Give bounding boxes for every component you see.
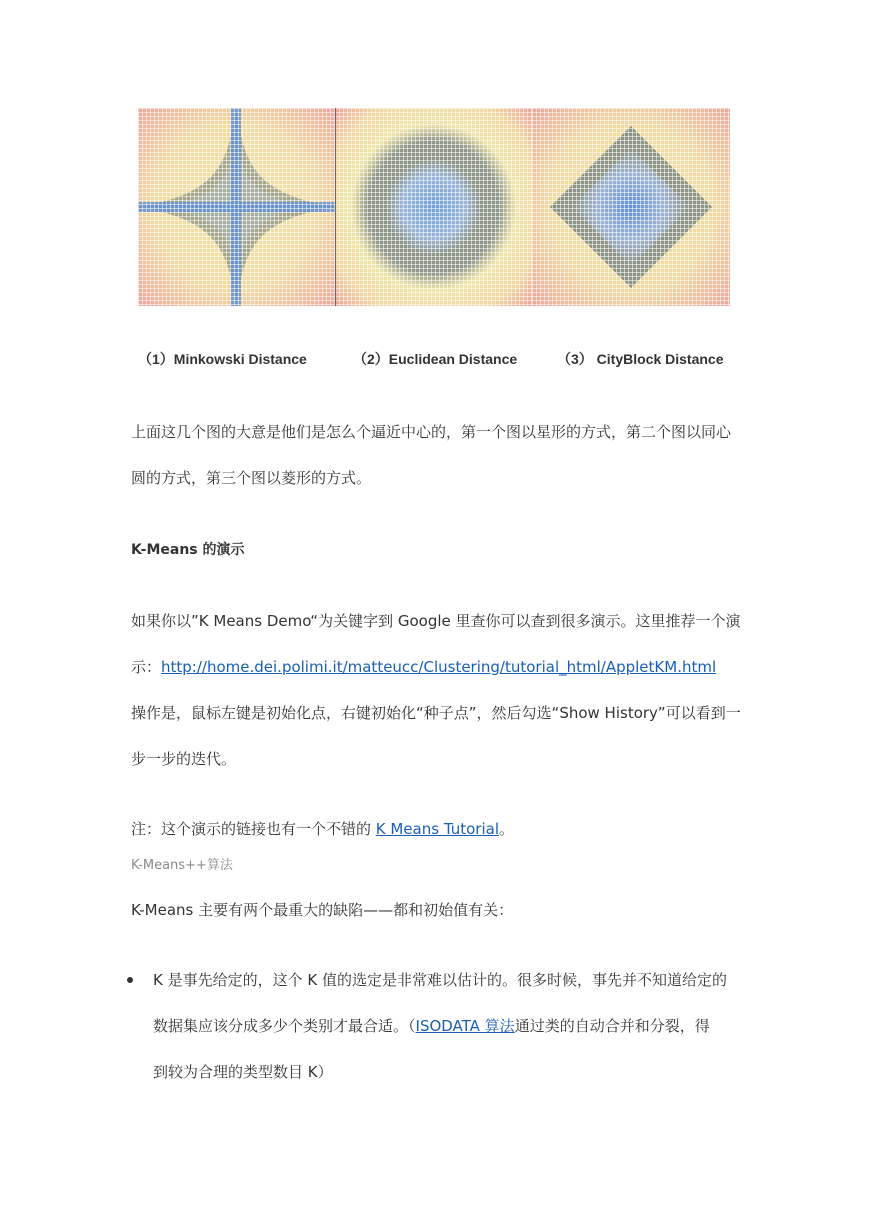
minkowski-distance-image [138,108,335,306]
demo-line-4: 步一步的迭代。 [131,750,237,768]
applet-demo-link[interactable]: http://home.dei.polimi.it/matteucc/Clustering/tutorial_html/AppletKM.html [161,658,717,676]
bullet-line-3: 到较为合理的类型数目 K） [153,1063,333,1081]
bullet-line-2 [153,1015,710,1036]
caption-minkowski: （1）Minkowski Distance [138,351,307,367]
kmeans-tutorial-link[interactable]: K Means Tutorial [375,820,499,838]
bullet-line-2-prefix: 数据集应该分成多少个类别才最合适。（ [153,1017,416,1035]
note-suffix: 。 [498,820,514,838]
note-line [131,818,514,839]
demo-line-3: 操作是，鼠标左键是初始化点，右键初始化“种子点”，然后勾选“Show History”可以看到一 [131,704,741,722]
demo-line-2-prefix: 示： [131,658,162,676]
demo-line-2 [131,656,716,677]
kmeanspp-label: K-Means++算法 [131,858,233,873]
distance-figure [138,108,730,306]
intro-line-2: 圆的方式，第三个图以菱形的方式。 [131,469,372,487]
cityblock-distance-image [532,108,730,306]
bullet-dot [127,977,133,983]
demo-line-1: 如果你以”K Means Demo“为关键字到 Google 里查你可以查到很多演示。这里推荐一个演 [131,612,741,630]
bullet-line-2-suffix: 通过类的自动合并和分裂，得 [514,1017,710,1035]
bullet-line-1: K 是事先给定的，这个 K 值的选定是非常难以估计的。很多时候，事先并不知道给定的 [153,971,727,989]
section-heading: K-Means 的演示 [131,542,245,558]
note-prefix: 注：这个演示的链接也有一个不错的 [131,820,376,838]
defect-intro: K-Means 主要有两个最重大的缺陷——都和初始值有关： [131,901,514,919]
panel-divider [335,108,336,306]
caption-cityblock: （3） CityBlock Distance [557,351,724,367]
euclidean-distance-image [335,108,532,306]
intro-line-1: 上面这几个图的大意是他们是怎么个逼近中心的，第一个图以星形的方式，第二个图以同心 [131,423,732,441]
figure-captions [138,349,738,369]
caption-euclidean: （2）Euclidean Distance [353,351,518,367]
isodata-link[interactable]: ISODATA 算法 [415,1017,515,1035]
